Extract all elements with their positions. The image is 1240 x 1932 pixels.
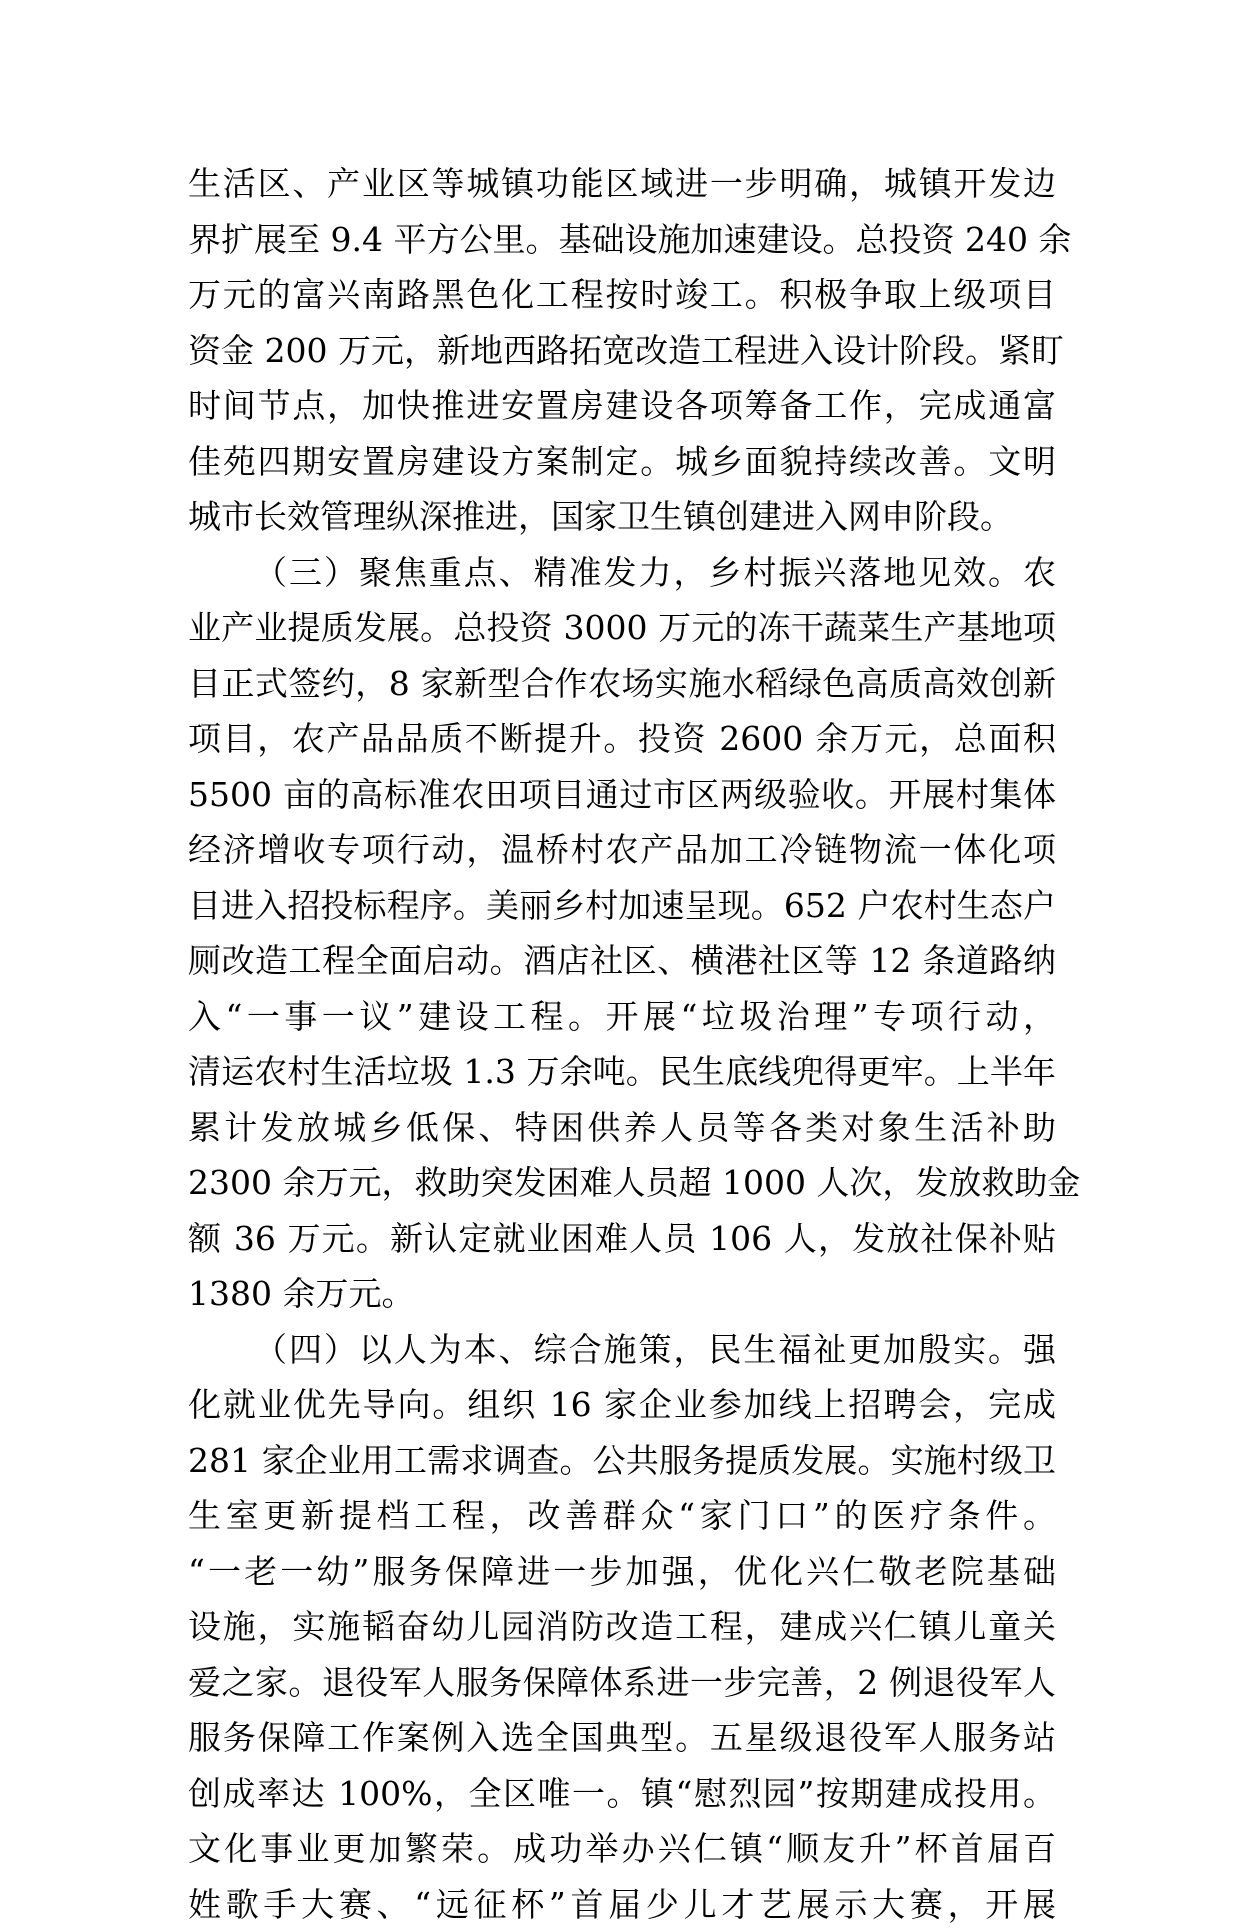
text-line: 姓歌手大赛、“远征杯”首届少儿才艺展示大赛，开展 bbox=[188, 1877, 1056, 1932]
text-line: 厕改造工程全面启动。酒店社区、横港社区等 12 条道路纳 bbox=[188, 933, 1056, 989]
text-line: 生室更新提档工程，改善群众“家门口”的医疗条件。 bbox=[188, 1488, 1056, 1544]
text-line: 目正式签约，8 家新型合作农场实施水稻绿色高质高效创新 bbox=[188, 656, 1056, 712]
section-heading-line: （四）以人为本、综合施策，民生福祉更加殷实。强 bbox=[188, 1322, 1056, 1378]
text-line: 清运农村生活垃圾 1.3 万余吨。民生底线兜得更牢。上半年 bbox=[188, 1044, 1056, 1100]
text-line: 累计发放城乡低保、特困供养人员等各类对象生活补助 bbox=[188, 1100, 1056, 1156]
text-line: 万元的富兴南路黑色化工程按时竣工。积极争取上级项目 bbox=[188, 267, 1056, 323]
text-line: 额 36 万元。新认定就业困难人员 106 人，发放社保补贴 bbox=[188, 1211, 1056, 1267]
text-line: 创成率达 100%，全区唯一。镇“慰烈园”按期建成投用。 bbox=[188, 1766, 1056, 1822]
text-line: 设施，实施韬奋幼儿园消防改造工程，建成兴仁镇儿童关 bbox=[188, 1599, 1056, 1655]
text-line: 文化事业更加繁荣。成功举办兴仁镇“顺友升”杯首届百 bbox=[188, 1821, 1056, 1877]
text-line: 入“一事一议”建设工程。开展“垃圾治理”专项行动， bbox=[188, 989, 1056, 1045]
text-line: 城市长效管理纵深推进，国家卫生镇创建进入网申阶段。 bbox=[188, 489, 1056, 545]
section-heading-line: （三）聚焦重点、精准发力，乡村振兴落地见效。农 bbox=[188, 545, 1056, 601]
text-line: 佳苑四期安置房建设方案制定。城乡面貌持续改善。文明 bbox=[188, 434, 1056, 490]
text-line: 界扩展至 9.4 平方公里。基础设施加速建设。总投资 240 余 bbox=[188, 212, 1056, 268]
text-line: 业产业提质发展。总投资 3000 万元的冻干蔬菜生产基地项 bbox=[188, 600, 1056, 656]
text-line: “一老一幼”服务保障进一步加强，优化兴仁敬老院基础 bbox=[188, 1544, 1056, 1600]
text-line: 时间节点，加快推进安置房建设各项筹备工作，完成通富 bbox=[188, 378, 1056, 434]
body-text bbox=[188, 156, 1056, 1932]
text-line: 281 家企业用工需求调查。公共服务提质发展。实施村级卫 bbox=[188, 1433, 1056, 1489]
text-line: 生活区、产业区等城镇功能区域进一步明确，城镇开发边 bbox=[188, 156, 1056, 212]
text-line: 爱之家。退役军人服务保障体系进一步完善，2 例退役军人 bbox=[188, 1655, 1056, 1711]
text-line: 服务保障工作案例入选全国典型。五星级退役军人服务站 bbox=[188, 1710, 1056, 1766]
text-line: 资金 200 万元，新地西路拓宽改造工程进入设计阶段。紧盯 bbox=[188, 323, 1056, 379]
text-line: 2300 余万元，救助突发困难人员超 1000 人次，发放救助金 bbox=[188, 1155, 1056, 1211]
text-line: 1380 余万元。 bbox=[188, 1266, 1056, 1322]
text-line: 5500 亩的高标准农田项目通过市区两级验收。开展村集体 bbox=[188, 767, 1056, 823]
text-line: 化就业优先导向。组织 16 家企业参加线上招聘会，完成 bbox=[188, 1377, 1056, 1433]
text-line: 目进入招投标程序。美丽乡村加速呈现。652 户农村生态户 bbox=[188, 878, 1056, 934]
text-line: 项目，农产品品质不断提升。投资 2600 余万元，总面积 bbox=[188, 711, 1056, 767]
text-line: 经济增收专项行动，温桥村农产品加工冷链物流一体化项 bbox=[188, 822, 1056, 878]
